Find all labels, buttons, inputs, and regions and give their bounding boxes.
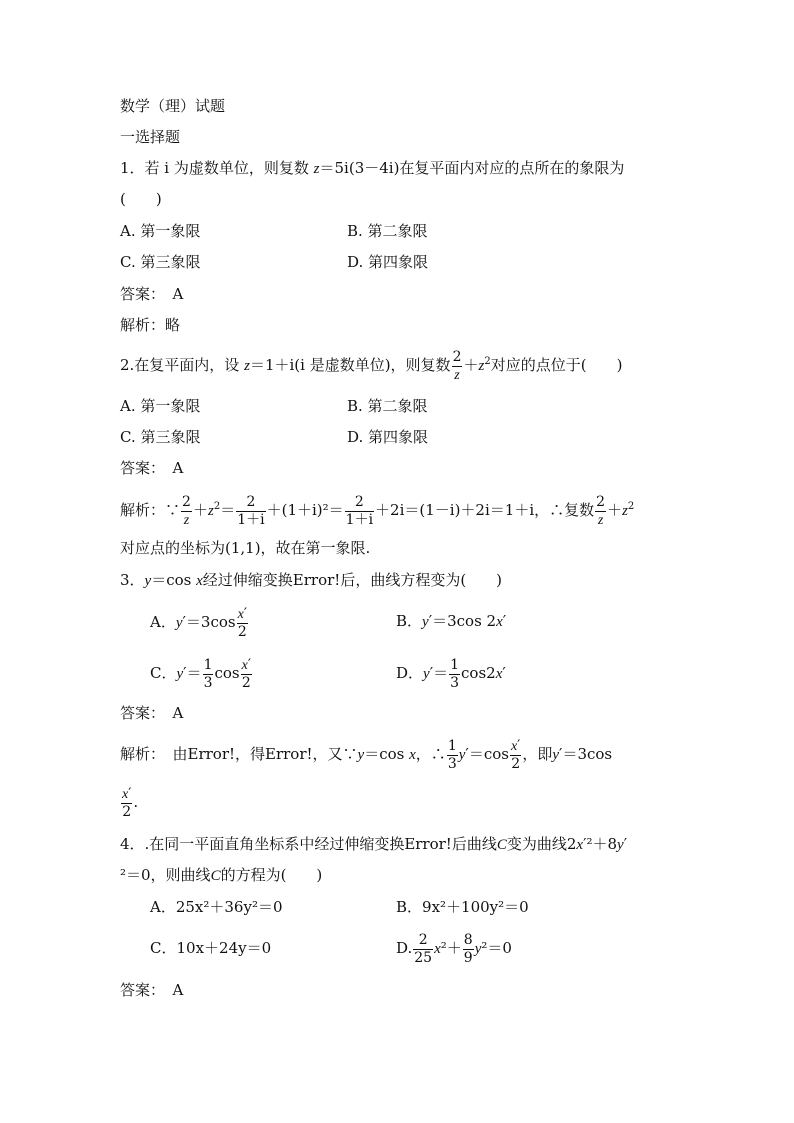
q3-analysis: 解析： 由Error!，得Error!，又∵y＝cos x，∴ $\frac{1}{3}$ y′＝cos $\frac{x'}{2}$ ，即y′＝3cos bbox=[120, 737, 613, 772]
q3-analysis-cont: $\frac{x'}{2}$ . bbox=[122, 785, 139, 820]
q1-option-a: A. 第一象限 bbox=[120, 222, 201, 240]
q4-option-c: C．10x＋24y＝0 bbox=[150, 939, 272, 957]
q4-option-a: A．25x²＋36y²＝0 bbox=[150, 898, 283, 916]
q1-stem-paren: ( ) bbox=[120, 190, 162, 208]
q2-stem: 2.在复平面内，设 z＝1＋i(i 是虚数单位)，则复数 $\frac{2}{z}$ $+z^2$对应的点位于( ) bbox=[120, 348, 623, 383]
q2-analysis: 解析：∵ $\frac{2}{z}$ $+z^2=$ $\frac{2}{1+i}$ ＋(1＋i)²＝ $\frac{2}{1+i}$ ＋2i＝(1－i)＋2i＝1＋i，∴复数 $\frac{2}{z}$ $+z^2$ bbox=[120, 493, 635, 528]
q4-stem: 4．.在同一平面直角坐标系中经过伸缩变换Error!后曲线C变为曲线2x′²＋8y′ bbox=[120, 835, 628, 853]
q3-answer: 答案： A bbox=[120, 704, 184, 722]
q3-option-b: B．y′＝3cos 2x′ bbox=[396, 612, 507, 630]
q3-option-a: A．y′＝3cos $\frac{x'}{2}$ bbox=[150, 605, 248, 640]
q2-analysis-cont: 对应点的坐标为(1,1)，故在第一象限. bbox=[120, 539, 371, 557]
q3-option-c: C．y′＝ $\frac{1}{3}$ cos $\frac{x'}{2}$ bbox=[150, 656, 252, 691]
section-heading: 一选择题 bbox=[120, 128, 181, 146]
q4-stem-cont: ²＝0，则曲线C的方程为( ) bbox=[120, 866, 323, 884]
q3-option-d: D．y′＝ $\frac{1}{3}$ cos2x′ bbox=[396, 656, 506, 691]
q1-option-d: D. 第四象限 bbox=[347, 253, 429, 271]
page-title: 数学（理）试题 bbox=[120, 97, 226, 115]
q1-option-c: C. 第三象限 bbox=[120, 253, 201, 271]
q1-stem: 1．若 i 为虚数单位，则复数 z＝5i(3－4i)在复平面内对应的点所在的象限为 bbox=[120, 159, 625, 177]
q2-option-d: D. 第四象限 bbox=[347, 428, 429, 446]
q2-option-a: A. 第一象限 bbox=[120, 397, 201, 415]
q4-option-d: D. $\frac{2}{25}$ x²＋ $\frac{8}{9}$ y²＝0 bbox=[396, 931, 512, 966]
q2-option-c: C. 第三象限 bbox=[120, 428, 201, 446]
q1-option-b: B. 第二象限 bbox=[347, 222, 428, 240]
q4-option-b: B．9x²＋100y²＝0 bbox=[396, 898, 529, 916]
q1-answer: 答案： A bbox=[120, 285, 184, 303]
q1-analysis: 解析：略 bbox=[120, 316, 181, 334]
q2-option-b: B. 第二象限 bbox=[347, 397, 428, 415]
q3-stem: 3．y＝cos x经过伸缩变换Error!后，曲线方程变为( ) bbox=[120, 571, 503, 589]
q2-answer: 答案： A bbox=[120, 459, 184, 477]
q4-answer: 答案： A bbox=[120, 981, 184, 999]
